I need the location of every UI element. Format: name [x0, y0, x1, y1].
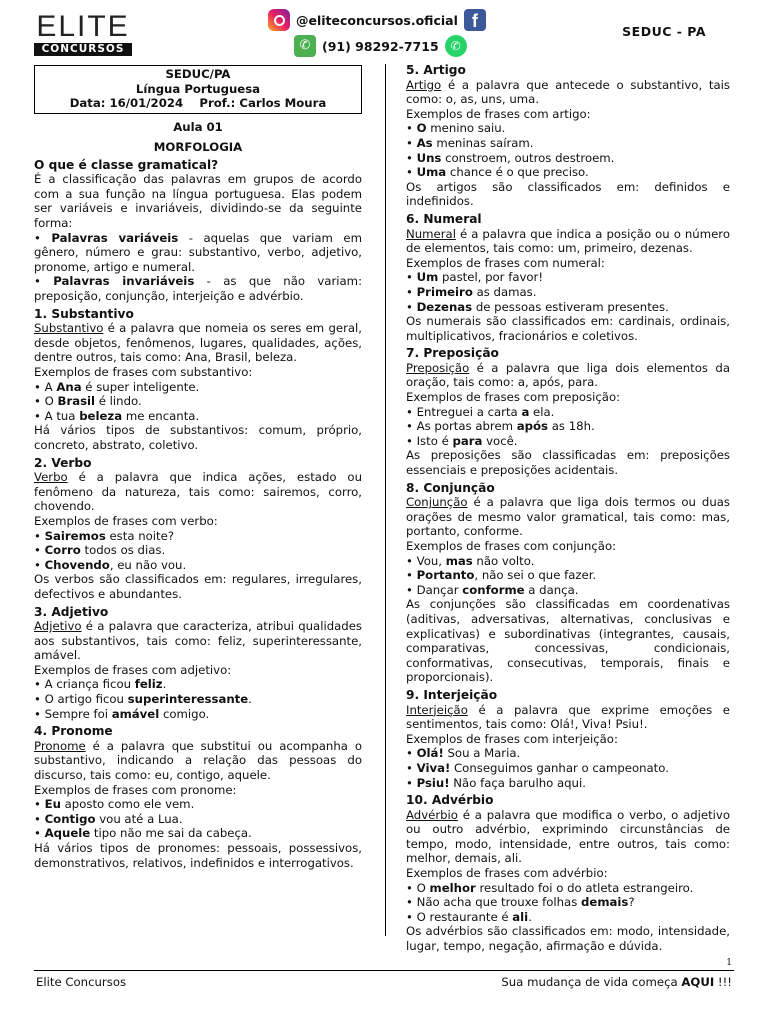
example-item: • Entreguei a carta a ela.: [406, 404, 555, 419]
footer-divider: [34, 970, 734, 971]
example-item: • Chovendo, eu não vou.: [34, 557, 187, 572]
example-label: Exemplos de frases com adjetivo:: [34, 662, 232, 677]
example-item: • Corro todos os dias.: [34, 543, 166, 558]
example-item: • O melhor resultado foi o do atleta estrangeiro.: [406, 880, 694, 895]
section-definition: Advérbio é a palavra que modifica o verbo, o adjetivo ou outro advérbio, exprimindo circunstâncias de tempo, modo, intensidade, entre outros, tais como: melhor, demais, ali.: [406, 807, 730, 866]
example-item: • Dezenas de pessoas estiveram presentes.: [406, 299, 669, 314]
example-item: • Vou, mas não volto.: [406, 553, 535, 568]
phone-number: (91) 98292-7715: [322, 38, 439, 54]
example-item: • Não acha que trouxe folhas demais?: [406, 895, 635, 910]
example-item: • A tua beleza me encanta.: [34, 408, 200, 423]
info-subject: Língua Portuguesa: [135, 81, 261, 96]
instagram-row: [268, 9, 486, 31]
example-item: • O Brasil é lindo.: [34, 394, 142, 409]
section-title: 5. Artigo: [406, 63, 466, 77]
instagram-icon: [268, 9, 290, 31]
section-definition: Interjeição é a palavra que exprime emoções e sentimentos, tais como: Olá!, Viva! Psiu!.: [406, 702, 730, 732]
example-item: • Viva! Conseguimos ganhar o campeonato.: [406, 760, 669, 775]
column-divider: [385, 64, 386, 936]
instagram-handle: @eliteconcursos.oficial: [296, 12, 458, 28]
example-label: Exemplos de frases com preposição:: [406, 390, 621, 405]
example-item: • Aquele tipo não me sai da cabeça.: [34, 826, 252, 841]
example-label: Exemplos de frases com verbo:: [34, 513, 218, 528]
example-item: • Olá! Sou a Maria.: [406, 746, 521, 761]
intro-variaveis: • Palavras variáveis - aquelas que variam em gênero, número e grau: substantivo, verbo, adjetivo, pronome, artigo e numeral.: [34, 230, 363, 274]
right-column: [406, 63, 730, 954]
example-item: • Uns constroem, outros destroem.: [406, 150, 615, 165]
info-box: [34, 65, 362, 114]
section-definition: Pronome é a palavra que substitui ou acompanha o substantivo, indicando a relação das pessoas do discurso, tais como: eu, contigo, aquele.: [34, 738, 362, 783]
section-note: Há vários tipos de substantivos: comum, próprio, concreto, abstrato, coletivo.: [34, 423, 362, 452]
example-item: • Sempre foi amável comigo.: [34, 706, 210, 721]
info-org: SEDUC/PA: [165, 67, 231, 81]
phone-icon: ✆: [294, 35, 316, 57]
section-title: 3. Adjetivo: [34, 604, 109, 619]
example-item: • Primeiro as damas.: [406, 284, 537, 299]
example-item: • O restaurante é ali.: [406, 909, 532, 924]
example-item: • Portanto, não sei o que fazer.: [406, 568, 597, 583]
section-title: 4. Pronome: [34, 724, 113, 739]
section-title: 8. Conjunção: [406, 480, 495, 495]
section-note: Os numerais são classificados em: cardinais, ordinais, multiplicativos, fracionários e coletivos.: [406, 314, 730, 343]
example-label: Exemplos de frases com advérbio:: [406, 866, 608, 881]
example-label: Exemplos de frases com substantivo:: [34, 365, 253, 379]
lesson-topic: MORFOLOGIA: [153, 140, 243, 155]
example-item: • O artigo ficou superinteressante.: [34, 692, 252, 707]
section-note: As conjunções são classificadas em coordenativas (aditivas, adversativas, alternativas, conclusivas e explicativas) e subordinativas (integrantes, causais, comparativas, concessivas, condicionais, conformativas, consecutivas, temporais, finais e proporcionais).: [406, 597, 730, 685]
section-definition: Numeral é a palavra que indica a posição ou o número de elementos, tais como: um, primeiro, dezenas.: [406, 226, 730, 256]
example-item: • Sairemos esta noite?: [34, 528, 175, 543]
example-item: • O menino saiu.: [406, 121, 506, 136]
page-number: 1: [726, 958, 732, 968]
example-label: Exemplos de frases com conjunção:: [406, 539, 617, 553]
elite-logo: [34, 12, 132, 56]
info-date-prof: [35, 96, 361, 111]
example-label: Exemplos de frases com pronome:: [34, 782, 237, 797]
example-item: • Dançar conforme a dança.: [406, 582, 579, 597]
section-note: Os advérbios são classificados em: modo, intensidade, lugar, tempo, negação, afirmação e dúvida.: [406, 924, 730, 954]
example-item: • As portas abrem após as 18h.: [406, 419, 595, 434]
example-item: • Um pastel, por favor!: [406, 270, 544, 285]
example-item: • Uma chance é o que preciso.: [406, 165, 589, 180]
section-definition: Artigo é a palavra que antecede o substantivo, tais como: o, as, uns, uma.: [406, 77, 730, 107]
section-definition: Substantivo é a palavra que nomeia os seres em geral, desde objetos, fenômenos, lugares, qualidades, ações, dentre outros, tais como: Ana, Brasil, beleza.: [34, 321, 362, 365]
example-item: • Psiu! Não faça barulho aqui.: [406, 775, 586, 790]
section-definition: Adjetivo é a palavra que caracteriza, atribui qualidades aos substantivos, tais como: feliz, superinteressante, amável.: [34, 619, 362, 663]
example-label: Exemplos de frases com artigo:: [406, 106, 591, 121]
section-definition: Verbo é a palavra que indica ações, estado ou fenômeno da natureza, tais como: sairemos, corro, chovendo.: [34, 470, 362, 514]
intro-invariaveis: • Palavras invariáveis - as que não variam: preposição, conjunção, interjeição e advérbio.: [34, 274, 363, 304]
info-date: Data: 16/01/2024: [69, 96, 184, 110]
section-note: As preposições são classificadas em: preposições essenciais e preposições acidentais.: [406, 448, 730, 478]
example-label: Exemplos de frases com numeral:: [406, 255, 605, 270]
section-note: Há vários tipos de pronomes: pessoais, possessivos, demonstrativos, relativos, indefinidos e interrogativos.: [34, 841, 362, 870]
section-title: 2. Verbo: [34, 455, 92, 470]
section-title: 9. Interjeição: [406, 687, 498, 702]
section-note: Os verbos são classificados em: regulares, irregulares, defectivos e abundantes.: [34, 572, 362, 601]
whatsapp-icon: ✆: [445, 35, 467, 57]
example-item: • As meninas saíram.: [406, 135, 534, 150]
org-label: SEDUC - PA: [622, 24, 706, 39]
logo-concursos-text: CONCURSOS: [34, 43, 132, 56]
section-title: 6. Numeral: [406, 211, 482, 226]
phone-row: [294, 35, 467, 57]
facebook-icon: f: [464, 9, 486, 31]
footer-right: Sua mudança de vida começa AQUI !!!: [501, 975, 732, 989]
intro-heading: O que é classe gramatical?: [34, 157, 219, 172]
example-label: Exemplos de frases com interjeição:: [406, 731, 618, 746]
section-definition: Conjunção é a palavra que liga dois termos ou duas orações de mesmo valor gramatical, tais como: mas, portanto, conforme.: [406, 495, 730, 539]
section-definition: Preposição é a palavra que liga dois elementos da oração, tais como: a, após, para.: [406, 360, 730, 390]
section-note: Os artigos são classificados em: definidos e indefinidos.: [406, 179, 730, 209]
example-item: • A Ana é super inteligente.: [34, 379, 200, 394]
section-title: 10. Advérbio: [406, 793, 494, 808]
example-item: • A criança ficou feliz.: [34, 677, 167, 692]
left-column: [34, 65, 362, 870]
lesson-number: Aula 01: [173, 119, 223, 134]
info-prof: Prof.: Carlos Moura: [199, 96, 327, 110]
intro-text: É a classificação das palavras em grupos de acordo com a sua função na língua portuguesa. Elas podem ser variáveis e invariáveis, dividindo-se da seguinte forma:: [34, 172, 362, 231]
example-item: • Eu aposto como ele vem.: [34, 797, 195, 812]
logo-elite-text: ELITE: [36, 10, 130, 43]
example-item: • Isto é para você.: [406, 433, 518, 448]
example-item: • Contigo vou até a Lua.: [34, 811, 183, 826]
footer-left: Elite Concursos: [36, 975, 127, 989]
section-title: 7. Preposição: [406, 346, 499, 361]
section-title: 1. Substantivo: [34, 306, 134, 321]
